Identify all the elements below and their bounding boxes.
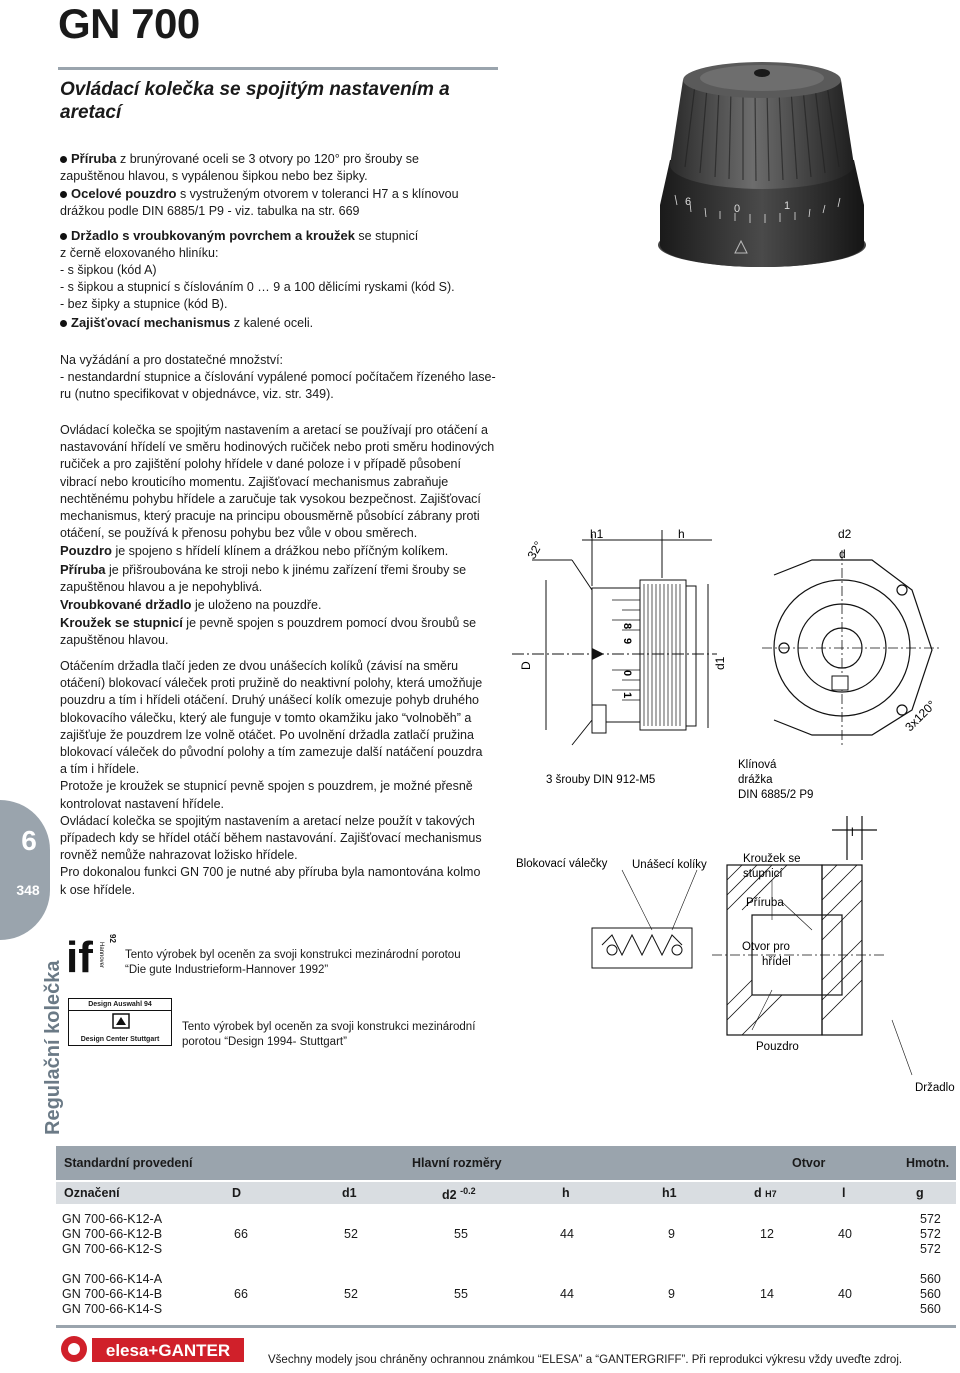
feature-flange: Příruba z brunýrované oceli se 3 otvory po 120° pro šrouby se zapuštěnou hlavou, s vypálenou šipkou nebo bez šipky. <box>60 151 419 183</box>
col-h1: h1 <box>662 1186 677 1200</box>
row-weights: 560 560 560 <box>920 1272 941 1316</box>
keyway-label: Klínová <box>738 759 777 771</box>
sleeve-label: Pouzdro <box>756 1041 799 1053</box>
chapter-number: 6 <box>21 825 37 856</box>
knob-label: Držadlo <box>915 1082 955 1094</box>
if-award-logo <box>66 928 116 989</box>
group-weight: Hmotn. <box>906 1156 950 1170</box>
bore-label: hřídel <box>762 956 791 968</box>
dial-number: 6 <box>685 196 692 208</box>
table-column-header <box>56 1182 956 1204</box>
technical-drawing <box>512 520 960 1105</box>
design-award-text: Tento výrobek byl oceněn za svoji konstrukci mezinárodní porotou “Design 1994- Stuttgart” <box>182 1021 476 1048</box>
if-year-text: 92 <box>108 934 117 943</box>
flange-label: Příruba <box>746 897 784 909</box>
keyway-label: drážka <box>738 774 773 786</box>
elesa-ganter-logo <box>58 1330 248 1368</box>
pins-label: Unášecí kolíky <box>632 859 707 871</box>
rollers-label: Blokovací válečky <box>516 858 608 870</box>
col-d1: d1 <box>342 1186 357 1200</box>
holes-label: 3x120° <box>902 697 939 735</box>
col-d2: d2 $^{-0.2}$ <box>442 1186 476 1203</box>
angle-label: 32° <box>524 538 546 562</box>
col-g: g <box>916 1186 924 1200</box>
bullet-icon <box>60 320 67 327</box>
d2-label: d2 <box>838 527 852 541</box>
l-label: l <box>851 825 854 839</box>
row-codes: GN 700-66-K14-A GN 700-66-K14-B GN 700-66-K14-S <box>62 1272 163 1316</box>
ring-label: Kroužek se <box>743 853 801 865</box>
d-label: d <box>839 547 846 561</box>
ring-label: stupnicí <box>743 868 783 880</box>
on-request-text: Na vyžádání a pro dostatečné množství: - nestandardní stupnice a číslování vypálené pomocí počítačem řízeného lase- ru (nutno specifikovat v objednávce, viz. str. 349). <box>60 353 496 402</box>
feature-knob: Držadlo s vroubkovaným povrchem a kroužek se stupnicí z černě eloxovaného hliníku: - s šipkou (kód A) - s šipkou a stupnicí s číslováním 0 … 9 a 100 dělicími ryskami (kód S). - bez šipky a stupnice (kód B). <box>60 228 455 311</box>
product-subtitle: Ovládací kolečka se spojitým nastavením a aretací <box>60 79 450 123</box>
scale-digit: 1 <box>621 692 633 699</box>
operation-text: Otáčením držadla tlačí jeden ze dvou unášecích kolíků (závisí na směru otáčení) blokovací váleček proti pružině do neaktivní polohy, která umožňuje pouzdru a tím i hřídeli otáčení. Druhý unášecí kolík omezuje pohyb druhého blokovacího válečku, který ale funguje v tomto okamžiku jako “volnoběh” a zajišťuje že pouzdrem lze volně otáčet. Po uvolnění držadla zatlačí pružina blokovací váleček do původní polohy a tím zamezuje další natáčení pouzdra a tím i hřídele. Protože je kroužek se stupnicí pevně spojen s pouzdrem, je možné přesně kontrolovat nastavení hřídele. Ovládací kolečka se spojitým nastavením a aretací nelze použít v takových případech kdy se hřídel otáčí během nastavování. Zajišťovací mechanismus rovněž nemůže nahrazovat ložisko hřídele. Pro dokonalou funkci GN 700 je nutné aby příruba byla namontována kolmo k ose hřídele. <box>60 659 483 897</box>
product-photo <box>655 55 870 275</box>
page-number: 348 <box>16 882 40 898</box>
bullet-icon <box>60 156 67 163</box>
if-logo-text: if <box>66 933 93 982</box>
screws-label: 3 šrouby DIN 912-M5 <box>546 774 656 786</box>
description-text: Ovládací kolečka se spojitým nastavením a aretací se používají pro otáčení a nastavování hřídelí ve směru hodinových ručiček nebo proti směru hodinových ručiček a pro zajištění polohy hřídele v dané poloze i v případě působení vibrací nebo krouticího momentu. Zajišťovací mechanismus zabraňuje nechtěnému pohybu hřídele a zaručuje tak vysokou bezpečnost. Zajišťovací mechanismus, který pracuje na principu obousměrně působící zábrany proti otáčení, se používá k přenosu pohybu bez vůle v obou směrech. Pouzdro je spojeno s hřídelí klínem a drážkou nebo příčným kolíkem. Příruba je přišroubována ke stroji nebo k jinému zařízení třemi šrouby se zapuštěnou hlavou a je nepohyblivá. Vroubkované držadlo je uloženo na pouzdře. Kroužek se stupnicí je pevně spojen s pouzdrem pomocí dvou šroubů se zapuštěnou hlavou. <box>60 423 495 648</box>
dial-number: 0 <box>734 203 741 215</box>
scale-digit: 9 <box>621 638 633 645</box>
feature-sleeve: Ocelové pouzdro s vystruženým otvorem v toleranci H7 a s klínovou drážkou podle DIN 6885/1 P9 - viz. tabulka na str. 669 <box>60 186 459 218</box>
design-award-logo: Design Auswahl 94 Design Center Stuttgart <box>68 998 172 1046</box>
scale-digit: 8 <box>621 623 633 630</box>
group-bore: Otvor <box>792 1156 826 1170</box>
feature-locking: Zajišťovací mechanismus z kalené oceli. <box>60 314 500 332</box>
footer-divider <box>56 1325 956 1328</box>
group-dims: Hlavní rozměry <box>412 1156 502 1170</box>
bullet-icon <box>60 191 67 198</box>
col-d: d H7 <box>754 1186 777 1200</box>
bullet-icon <box>60 233 67 240</box>
row-weights: 572 572 572 <box>920 1212 941 1256</box>
row-codes: GN 700-66-K12-A GN 700-66-K12-B GN 700-66-K12-S <box>62 1212 163 1256</box>
title-divider <box>58 67 498 70</box>
h-label: h <box>678 527 685 541</box>
scale-digit: 0 <box>621 670 633 677</box>
d1-label: d1 <box>713 656 727 670</box>
chapter-label: Regulační kolečka <box>42 960 64 1135</box>
bore-label: Otvor pro <box>742 941 790 953</box>
h1-label: h1 <box>590 527 604 541</box>
keyway-label: DIN 6885/2 P9 <box>738 789 814 801</box>
logo-text: elesa+GANTER <box>105 1341 231 1360</box>
col-D: D <box>232 1186 242 1200</box>
group-standard: Standardní provedení <box>64 1156 193 1170</box>
chapter-tab <box>0 800 50 940</box>
footer-copyright: Všechny modely jsou chráněny ochrannou známkou “ELESA” a “GANTERGRIFF”. Při reprodukci výkresu vždy uveďte zdroj. <box>268 1354 903 1366</box>
col-h: h <box>562 1186 570 1200</box>
page-title: GN 700 <box>58 0 200 47</box>
dial-number: 1 <box>784 200 791 212</box>
col-code: Označení <box>64 1186 120 1200</box>
design-mark-icon <box>69 1011 173 1031</box>
col-l: l <box>842 1186 846 1200</box>
D-label: D <box>519 661 533 670</box>
if-award-text: Tento výrobek byl oceněn za svoji konstrukci mezinárodní porotou “Die gute Industrieform-Hannover 1992” <box>125 949 461 976</box>
if-city-text: Hannover <box>98 942 104 969</box>
